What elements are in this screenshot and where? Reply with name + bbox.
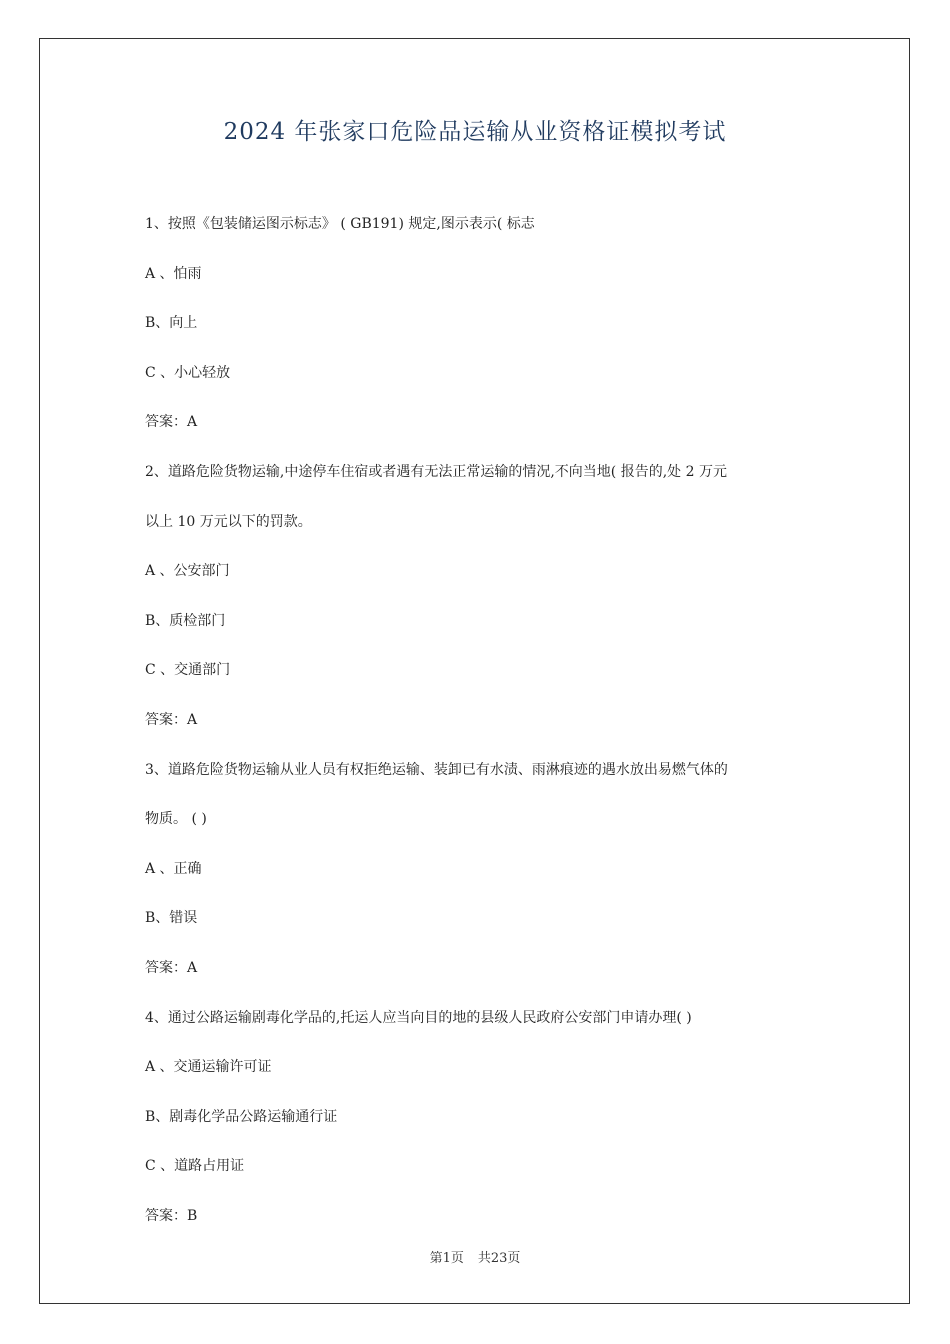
question-2-answer: 答案：A: [145, 711, 198, 728]
question-2-stem-line-2: 以上 10 万元以下的罚款。: [145, 513, 312, 530]
page-number: 第1页: [429, 1251, 464, 1266]
document-body: [145, 200, 825, 1241]
question-4-option-b: B、剧毒化学品公路运输通行证: [145, 1108, 338, 1125]
question-1-option-c: C 、小心轻放: [145, 364, 231, 381]
question-3-stem-line-2: 物质。 ( ): [145, 811, 207, 828]
question-2-stem-line-1: 2、道路危险货物运输,中途停车住宿或者遇有无法正常运输的情况,不向当地( 报告的,处 2 万元: [145, 463, 727, 480]
question-4-answer: 答案：B: [145, 1207, 198, 1224]
question-1-answer: 答案：A: [145, 414, 198, 431]
question-4-stem: 4、通过公路运输剧毒化学品的,托运人应当向目的地的县级人民政府公安部门申请办理( ): [145, 1009, 692, 1026]
question-4-option-a: A 、交通运输许可证: [145, 1059, 272, 1076]
page-total: 共23页: [477, 1251, 521, 1266]
page-footer: [0, 1247, 950, 1266]
question-3-option-b: B、错误: [145, 910, 198, 927]
question-3-stem-line-1: 3、道路危险货物运输从业人员有权拒绝运输、装卸已有水渍、雨淋痕迹的遇水放出易燃气体的: [145, 761, 728, 778]
question-3-answer: 答案：A: [145, 959, 198, 976]
question-2-option-b: B、质检部门: [145, 612, 226, 629]
document-title: 2024 年张家口危险品运输从业资格证模拟考试: [223, 119, 727, 145]
question-2-option-c: C 、交通部门: [145, 662, 231, 679]
question-1-option-a: A 、怕雨: [145, 265, 202, 282]
question-1-option-b: B、向上: [145, 315, 198, 332]
question-1-stem: 1、按照《包装储运图示标志》 ( GB191) 规定,图示表示( 标志: [145, 216, 535, 232]
question-2-option-a: A 、公安部门: [145, 563, 230, 580]
question-3-option-a: A 、正确: [145, 860, 202, 877]
question-4-option-c: C 、道路占用证: [145, 1158, 245, 1175]
